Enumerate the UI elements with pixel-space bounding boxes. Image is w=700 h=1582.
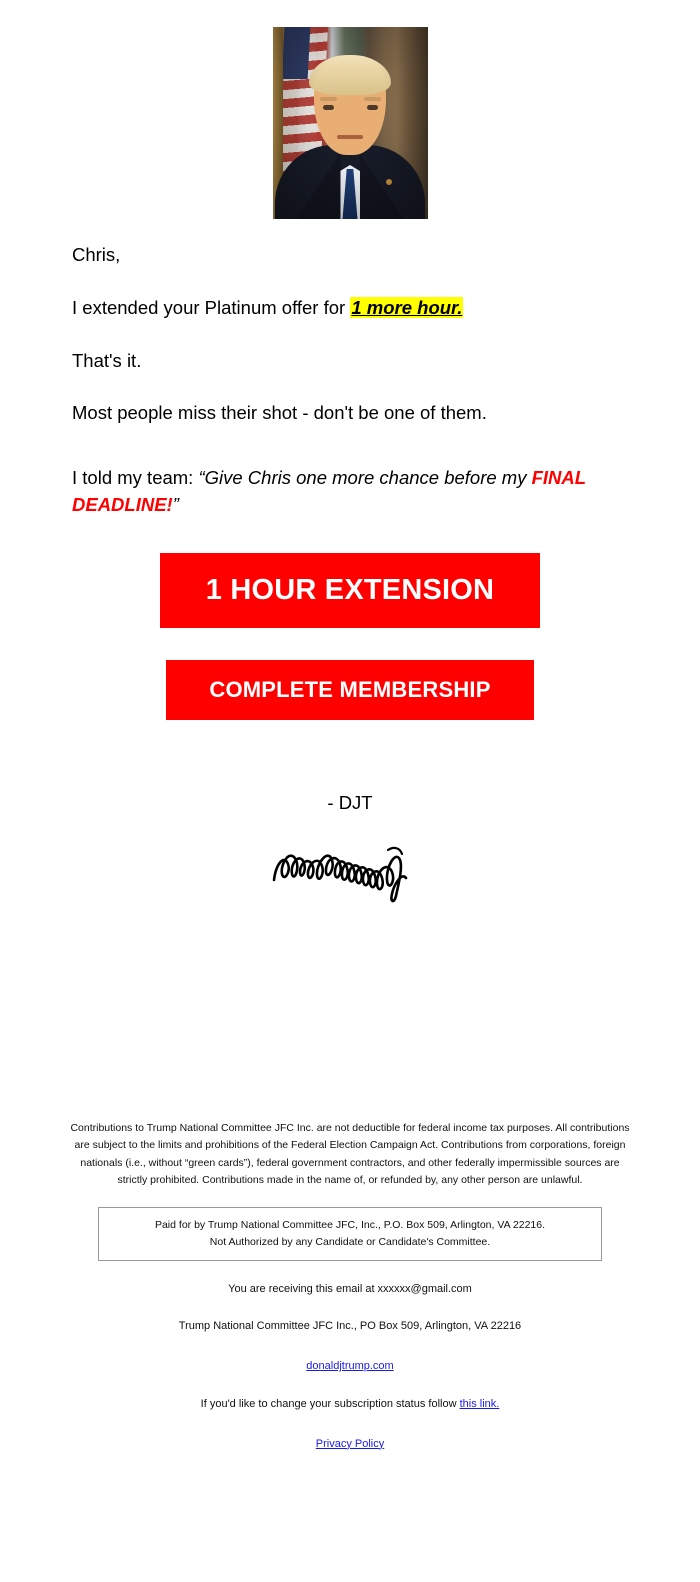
vertical-spacer — [0, 910, 700, 1120]
recipient-line: You are receiving this email at xxxxxx@gmail.com — [228, 1282, 472, 1295]
cta-section — [0, 553, 700, 720]
quote-close-text: ” — [172, 494, 179, 516]
quote-deadline-text: FINAL DEADLINE! — [72, 467, 586, 516]
greeting-text: Chris, — [72, 244, 121, 265]
privacy-policy-link[interactable]: Privacy Policy — [315, 1437, 385, 1450]
message-body — [0, 242, 700, 519]
org-address-line: Trump National Committee JFC Inc., PO Box 509, Arlington, VA 22216 — [178, 1320, 522, 1333]
quote-prefix: I told my team: — [72, 467, 199, 489]
privacy-link-row — [70, 1434, 630, 1452]
portrait-vignette — [273, 27, 428, 219]
website-link-row — [70, 1356, 630, 1374]
quote-open-text: “Give Chris one more chance before my — [198, 467, 532, 489]
paid-for-box — [98, 1207, 602, 1261]
signoff-text: - DJT — [327, 791, 373, 813]
paid-for-line-1: Paid for by Trump National Committee JFC, Inc., P.O. Box 509, Arlington, VA 22216. — [154, 1219, 546, 1232]
offer-line-prefix: I extended your Platinum offer for — [72, 296, 351, 318]
offer-highlight: 1 more hour. — [351, 296, 463, 318]
hero-section — [0, 0, 700, 224]
team-quote-line — [72, 465, 628, 519]
donaldjtrump-link[interactable]: donaldjtrump.com — [306, 1359, 394, 1372]
email-footer — [0, 1120, 700, 1452]
paid-for-line-2: Not Authorized by any Candidate or Candidate's Committee. — [209, 1235, 491, 1248]
offer-line — [72, 295, 628, 322]
one-hour-extension-button[interactable]: 1 HOUR EXTENSION — [160, 553, 540, 628]
contribution-disclaimer: Contributions to Trump National Committee JFC Inc. are not deductible for federal income tax purposes. All contributions are subject to the limits and prohibitions of the Federal Election Campaign Act. Contributions from corporations, foreign nationals (i.e., without “green cards”), federal government contractors, and other federally impermissible sources are strictly prohibited. Contributions made in the name of, or refunded by, any other person are unlawful. — [70, 1121, 630, 1186]
trump-portrait-image — [273, 27, 428, 219]
thats-it-line: That's it. — [72, 349, 142, 371]
subscription-prefix: If you'd like to change your subscription status follow — [200, 1397, 460, 1410]
complete-membership-button[interactable]: COMPLETE MEMBERSHIP — [166, 660, 534, 720]
signature-image — [0, 830, 700, 910]
subscription-link[interactable]: this link. — [459, 1397, 500, 1410]
subscription-line — [70, 1396, 630, 1414]
miss-shot-line: Most people miss their shot - don't be one of them. — [72, 402, 487, 424]
